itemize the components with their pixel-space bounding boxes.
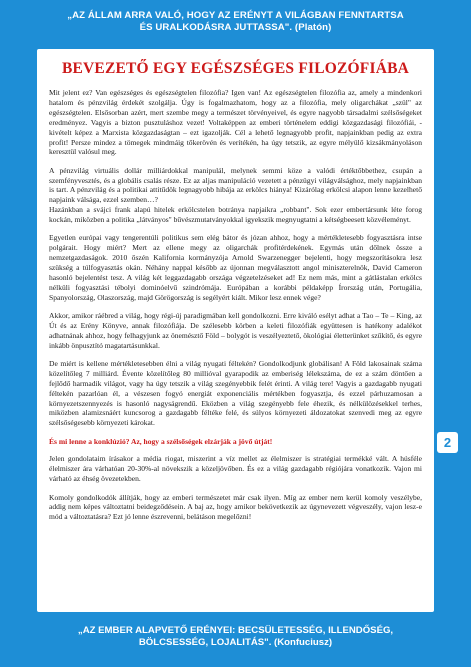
article-paragraph: Akkor, amikor ráébred a világ, hogy régi-új paradigmában kell gondolkozni. Erre kiváló esélyt adhat a Tao – Te – King, az Út és az Erény Könyve, annak filozófiája. De szélesebb körben a keleti filozófiák együttesen is hatékony adalékot adhatnának ahhoz, hogy felhagyjunk az önemésztő Föld – bolygót is veszélyeztető, ökológiai életterünket szűkítő, és egyre inkább önpusztító magatartásunkkal. <box>49 311 422 350</box>
article-paragraph: A pénzvilág virtuális dollár milliárdokkal manipulál, melynek semmi köze a valódi értéktőbbethez, csupán a szemfényvesztés, és a globális csalás része. Ez az aljas manipuláció vezetett a pénzügyi világválsághoz, mely napjainkban is tart. A pénzvilág és a politikai attitűdök legnagyobb hibája az erkölcs hiánya! Kizárólag erkölcsi alapon lenne kezelhető napjaink válsága, ezzel szemben…? Hazánkban a svájci frank alapú hitelek erkölcstelen botránya napjaikra „robbant". Sok ezer embertársunk léte forog kockán, miközben a politika „látványos" bűvészmutatványokkal igyekszik megnyugtatni a kétségbeesett közvéleményt. <box>49 165 422 225</box>
footer-quote <box>20 625 451 649</box>
article-paragraph: Egyetlen európai vagy tengerentúli politikus sem elég bátor és józan ahhoz, hogy a mértékletesebb fogyasztásra intse polgárait. Hogy miért? Mert az ellene megy az oligarchák profitérdekének. Egymás után dőlnek össze a nemzetgazdaságok. 2010 őszén Kalifornia kormányzója Arnold Swarzenegger bejelenti, hogy megszorításokra lesz szükség a túlfogyasztás okán. Néhány nappal később az újonnan megválasztott angol miniszterelnök, David Cameron hasonló bejelentést tesz. A világ két leggazdagabb országa végzetelzéseket ad! Ez nem más, mint a gátlástalan erkölcs nélküli fogyasztási tébolyi dominóelvű szindrómája. Európában a korábbi példaképp Írország után, Portugália, Spanyolország, Olaszország, majd Görögország is segélyért kiált. Mikor lesz ennek vége? <box>49 233 422 302</box>
article-paragraph: Komoly gondolkodók állítják, hogy az emberi természetet már csak ilyen. Míg az ember nem kerül komoly veszélybe, addig nem képes változtatni beidegződésein. A baj az, hogy amikor bekövetkezik az úgynevezett végveszély, vajon lesz-e mód a változtatásra? Ezt jó lenne észrevenni, belátáson megelőzni! <box>49 492 422 522</box>
footer-quote-line-1: „AZ EMBER ALAPVETŐ ERÉNYEI: BECSÜLETESSÉG, ILLENDŐSÉG, <box>77 625 394 636</box>
article-paragraph: De miért is kellene mértékletesebben élni a világ nyugati féltekén? Gondolkodjunk globálisan! A Föld lakosainak száma közelítőleg 7 milliárd. Évente közelítőleg 80 millióval gyarapodik az emberiség lélekszáma, de ez a szám döntően a fejlődő harmadik világot, vagy ha úgy tetszik a világ szegényebbik felét érinti. A világ tere! Vagyis a gazdagabb nyugati féltekén pazarlóan él, a vészesen fogyó energiát exponenciális mértékben fogyasztja, és ezzel párhuzamosan a környezetszennyezés is hasonló nagyságrendű. Eközben a világ szegényebb fele éhezik, és nélkülözésekkel terhes, miközben alamizsnáért kuncsorog a gazdagabb féltéke felé, és súlyos környezeti áldozatokat szenvedi meg az egyre szélsőségesebb környezeti károkat. <box>49 358 422 428</box>
article-card <box>37 49 434 612</box>
header-quote <box>20 10 451 34</box>
page-number-badge: 2 <box>437 432 458 453</box>
article-conclusion: És mi lenne a konklúzió? Az, hogy a szélsőségek elzárják a jövő útját! <box>49 436 273 446</box>
header-quote-line-1: „AZ ÁLLAM ARRA VALÓ, HOGY AZ ERÉNYT A VILÁGBAN FENNTARTSA <box>67 10 404 21</box>
article-title: BEVEZETŐ EGY EGÉSZSÉGES FILOZÓFIÁBA <box>61 60 410 77</box>
article-paragraph: Jelen gondolataim írásakor a média riogat, miszerint a víz mellet az élelmiszer is stratégiai termékké vált. A húsféle élelmiszer ára várhatóan 20-30%-al növekszik a közeljövőben. És ez a világ gazdagabb régiójára vonatkozik. Vajon mi várható az éhség övezetekben. <box>49 454 422 484</box>
article-paragraph: Mit jelent ez? Van egészséges és egészségtelen filozófia? Igen van! Az egészségtelen filozófia az, amely a mindenkori hatalom és pénzvilág érdekét szolgálja. Úgy is fogalmazhatom, hogy az a filozófia, mely oligarchákat „szül" az egészségtelen. Elsősorban azért, mert szembe megy a természet törvényeivel, és egyre nagyobb társadalmi szélsőségeket eredményez. Vagyis a bizton pusztuláshoz vezet! Voltaképpen az emberi történelem eddigi közgazdasági filozófiái, - kivételt képez a Marxista közgazdaságtan – ezt igazolják. Cél a lehető legnagyobb profit, napjainkban pedig az extra profit! Persze mindez a tömegek mindmáig tőkerövén és verítékén, ha úgy tetszik, az egyre mélyülő kizsákmányoláson keresztül valósul meg. <box>49 88 422 157</box>
footer-quote-line-2: BÖLCSESSÉG, LOJALITÁS". (Konfuciusz) <box>138 637 333 648</box>
header-quote-line-2: ÉS URALKODÁSRA JUTTASSA". (Platón) <box>139 22 332 33</box>
